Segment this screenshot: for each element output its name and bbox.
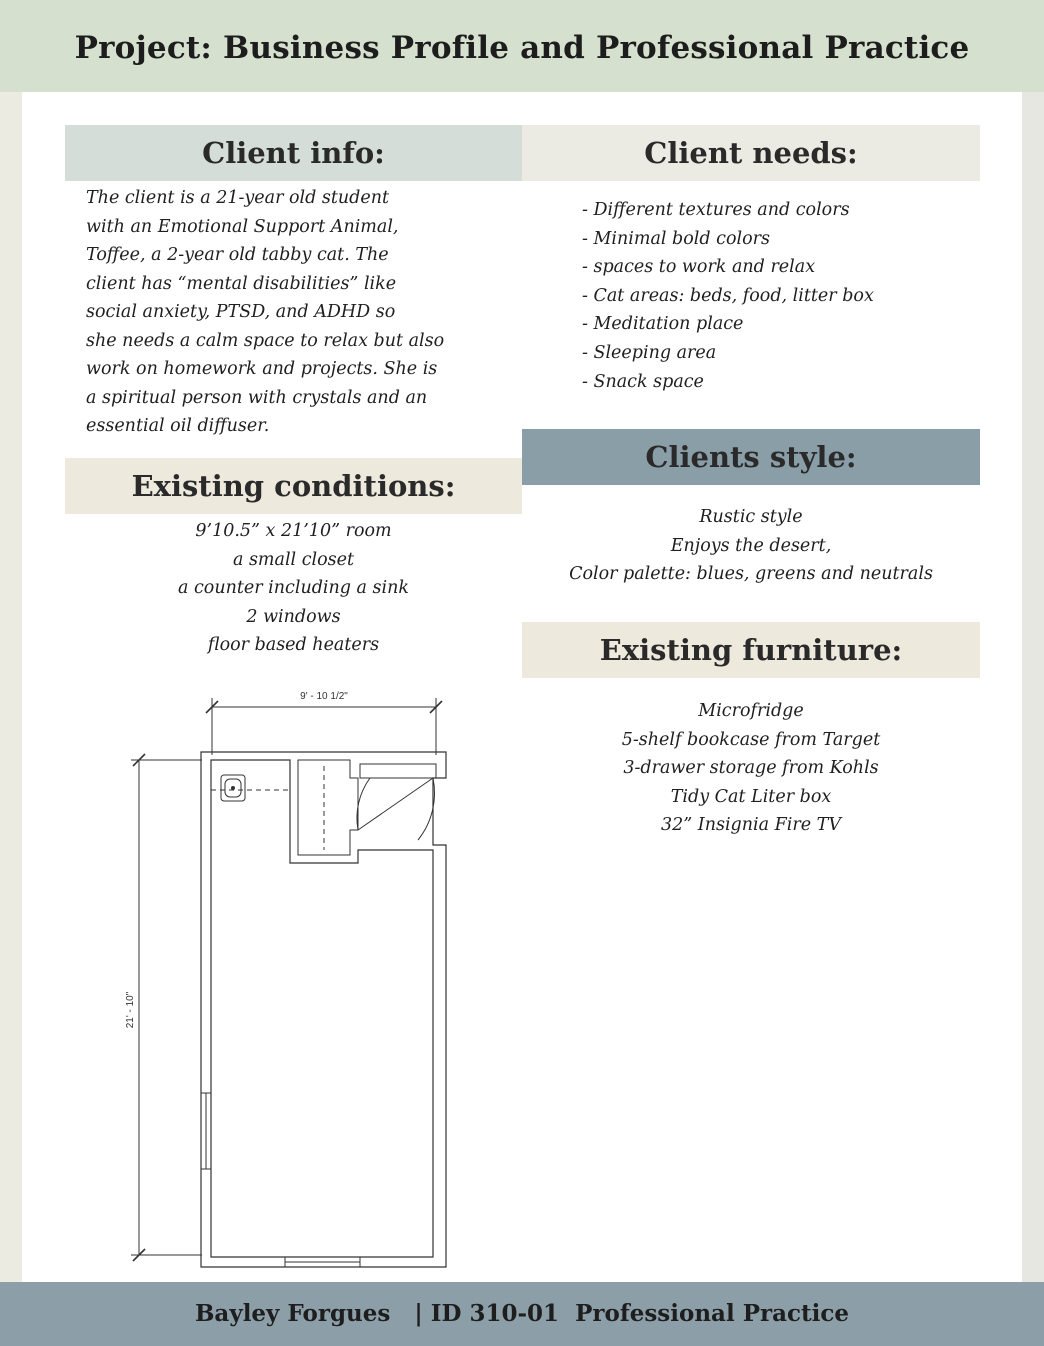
client-need-item: - Cat areas: beds, food, litter box xyxy=(582,285,874,306)
furniture-line: 5-shelf bookcase from Target xyxy=(621,729,881,750)
client-need-item: - spaces to work and relax xyxy=(582,257,816,278)
client-needs-heading-text: Client needs: xyxy=(644,136,858,170)
bottom-window xyxy=(285,1257,360,1267)
condition-line: a small closet xyxy=(232,549,355,570)
condition-line: floor based heaters xyxy=(207,635,380,655)
left-margin-strip xyxy=(0,92,22,1282)
existing-furniture-heading-text: Existing furniture: xyxy=(599,633,903,667)
clients-style-text xyxy=(522,503,980,589)
client-need-item: - Meditation place xyxy=(582,314,744,335)
condition-line: 9’10.5” x 21’10” room xyxy=(195,521,392,541)
client-needs-heading xyxy=(522,125,980,181)
style-line: Rustic style xyxy=(699,507,803,527)
furniture-line: 3-drawer storage from Kohls xyxy=(623,758,879,778)
length-dimension-line xyxy=(131,754,202,1261)
entry-shelf xyxy=(360,764,436,778)
style-line: Color palette: blues, greens and neutrals xyxy=(569,564,933,584)
style-line: Enjoys the desert, xyxy=(670,535,832,556)
footer-separator: | xyxy=(414,1300,423,1327)
existing-furniture-heading xyxy=(522,622,980,678)
furniture-line: Tidy Cat Liter box xyxy=(670,786,832,807)
client-info-heading-text: Client info: xyxy=(202,136,385,170)
title-banner xyxy=(0,0,1044,92)
counter-with-sink xyxy=(211,775,290,801)
client-needs-list-wrap xyxy=(582,196,972,396)
footer-banner xyxy=(0,1282,1044,1346)
client-info-line: social anxiety, PTSD, and ADHD so xyxy=(86,302,396,322)
floor-plan-drawing xyxy=(100,680,460,1275)
client-info-line: Toffee, a 2-year old tabby cat. The xyxy=(86,245,389,265)
existing-conditions-heading-text: Existing conditions: xyxy=(131,469,456,503)
left-window xyxy=(201,1093,211,1169)
client-need-item: - Snack space xyxy=(582,371,704,392)
client-info-line: work on homework and projects. She is xyxy=(86,359,438,379)
client-info-text xyxy=(86,184,516,441)
right-margin-strip xyxy=(1022,92,1044,1282)
furniture-line: 32” Insignia Fire TV xyxy=(661,815,841,835)
client-info-line: she needs a calm space to relax but also xyxy=(86,330,445,351)
existing-furniture-text xyxy=(522,697,980,840)
client-info-line: a spiritual person with crystals and an xyxy=(86,387,428,408)
condition-line: a counter including a sink xyxy=(177,578,409,598)
page-title: Project: Business Profile and Professional Practice xyxy=(74,30,970,66)
entry-door xyxy=(357,778,435,840)
footer-author: Bayley Forgues xyxy=(194,1300,391,1327)
condition-line: 2 windows xyxy=(246,606,341,627)
client-need-item: - Different textures and colors xyxy=(582,200,850,220)
client-info-line: essential oil diffuser. xyxy=(86,416,270,436)
client-needs-list xyxy=(582,196,972,396)
furniture-line: Microfridge xyxy=(698,701,804,721)
clients-style-heading xyxy=(522,429,980,485)
existing-conditions-heading xyxy=(65,458,522,514)
client-need-item: - Sleeping area xyxy=(582,342,717,363)
footer-text xyxy=(0,1300,1044,1327)
length-dimension-label: 21' - 10" xyxy=(125,991,136,1029)
client-info-line: client has “mental disabilities” like xyxy=(86,273,397,294)
width-dimension-line xyxy=(206,698,442,755)
client-info-line: The client is a 21-year old student xyxy=(86,188,390,208)
existing-conditions-text xyxy=(65,517,522,660)
client-info-heading xyxy=(65,125,522,181)
client-need-item: - Minimal bold colors xyxy=(582,228,770,249)
width-dimension-label: 9' - 10 1/2" xyxy=(300,691,348,702)
closet xyxy=(298,760,358,855)
footer-course: ID 310-01 Professional Practice xyxy=(430,1300,850,1327)
clients-style-heading-text: Clients style: xyxy=(645,440,857,474)
client-info-line: with an Emotional Support Animal, xyxy=(86,216,399,237)
